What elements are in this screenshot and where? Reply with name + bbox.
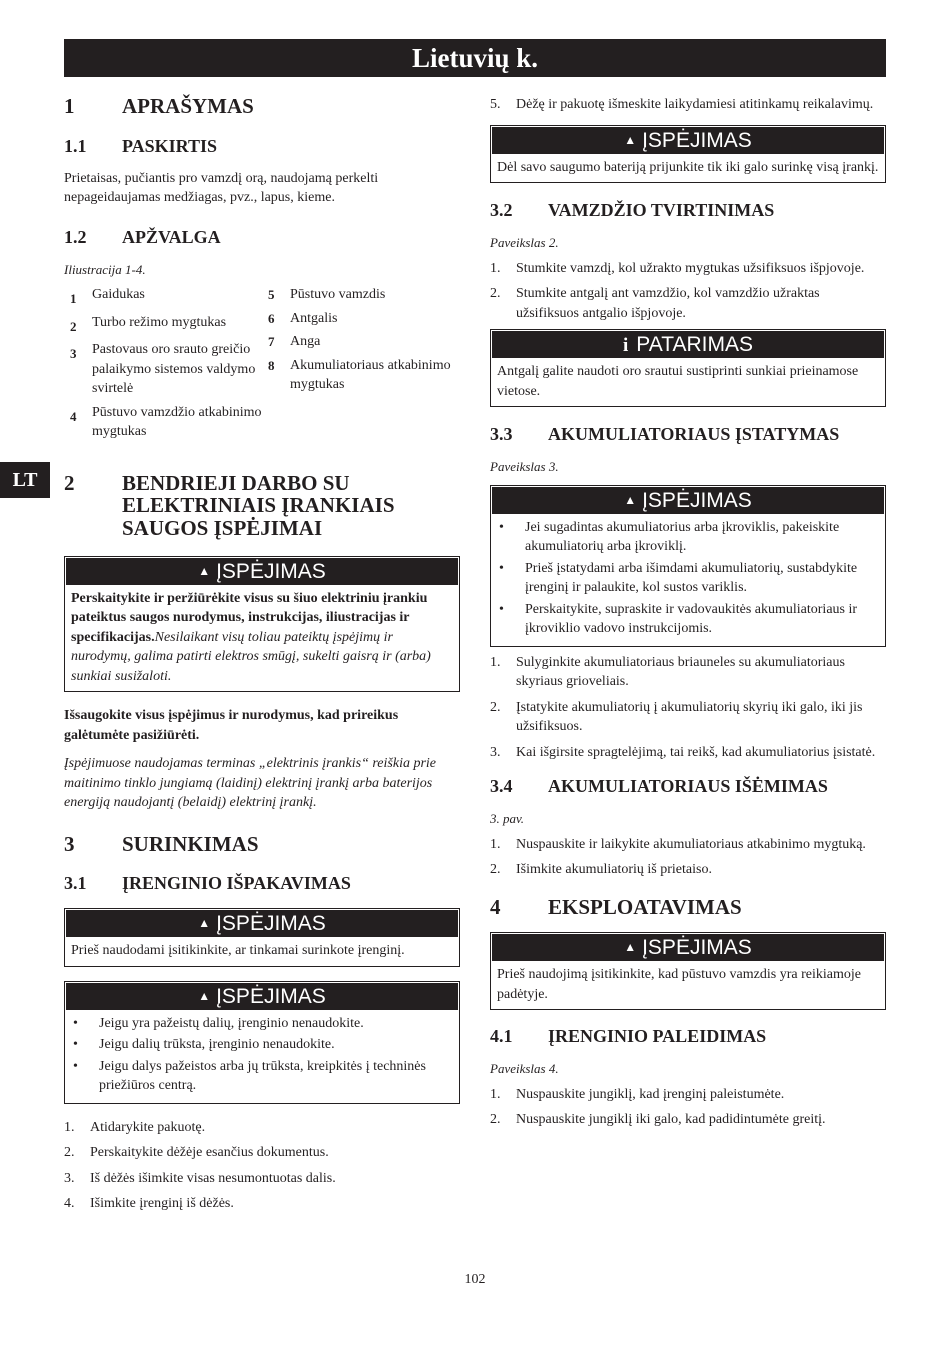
overview-item	[64, 285, 262, 309]
step-text: Nuspauskite jungiklį iki galo, kad padidintumėte greitį.	[516, 1112, 826, 1128]
tube-steps	[490, 259, 886, 324]
subsection-number: 4.1	[490, 1026, 513, 1047]
section-4-heading	[490, 896, 886, 919]
step-item	[490, 698, 886, 737]
warning-title: ĮSPĖJIMAS	[216, 912, 326, 936]
step-number: 1.	[64, 1119, 75, 1135]
bullet: •	[73, 1058, 78, 1074]
page-title: Lietuvių k.	[64, 39, 886, 77]
section-1-heading	[64, 95, 460, 118]
tip-body	[491, 359, 885, 406]
overview-item	[262, 285, 460, 305]
bullet: •	[73, 1015, 78, 1031]
right-column	[490, 90, 886, 1136]
step-item	[64, 1194, 460, 1214]
item-number: 2	[70, 318, 77, 334]
subsection-title: VAMZDŽIO TVIRTINIMAS	[548, 200, 775, 220]
tip-header	[492, 331, 884, 358]
step-number: 2.	[64, 1145, 75, 1161]
item-label: Akumuliatoriaus atkabinimo mygtukas	[290, 357, 451, 393]
section-4-1-heading	[490, 1026, 886, 1047]
step-item	[490, 860, 886, 880]
overview-item	[262, 309, 460, 329]
item-number: 8	[268, 357, 275, 373]
item-text: Jei sugadintas akumuliatorius arba įkroviklis, pakeiskite akumuliatorių arba įkroviklį.	[525, 519, 840, 554]
warning-text: Dėl savo saugumo bateriją prijunkite tik iki galo surinkę visą įrankį.	[497, 159, 879, 175]
battery-install-steps	[490, 653, 886, 763]
section-number: 3	[64, 831, 75, 856]
step-item	[490, 743, 886, 763]
overview-item	[64, 340, 262, 399]
step-number: 2.	[490, 862, 501, 877]
step-item	[490, 95, 886, 115]
step-text: Atidarykite pakuotę.	[90, 1119, 206, 1135]
overview-list	[64, 285, 460, 446]
item-number: 3	[70, 346, 77, 362]
subsection-title: ĮRENGINIO IŠPAKAVIMAS	[122, 873, 351, 894]
step-text: Stumkite vamzdį, kol užrakto mygtukas užsifiksuos išpjovoje.	[516, 260, 865, 276]
step-number: 1.	[490, 1086, 501, 1102]
step-text: Kai išgirsite spragtelėjimą, tai reikš, kad akumuliatorius įsistatė.	[516, 744, 876, 760]
step-item	[490, 653, 886, 692]
tip-box	[490, 329, 886, 407]
warning-header	[492, 934, 884, 961]
warning-list-item	[71, 1014, 453, 1034]
step-number: 1.	[490, 836, 501, 852]
figure-reference: Paveikslas 3.	[490, 459, 559, 474]
bullet: •	[73, 1037, 78, 1053]
warning-box	[490, 125, 886, 184]
warning-triangle-icon: ▲	[198, 563, 211, 578]
step-number: 1.	[490, 260, 501, 276]
subsection-number: 3.2	[490, 200, 513, 220]
overview-column-right	[262, 285, 460, 446]
warning-box	[64, 981, 460, 1104]
section-1-2-heading	[64, 227, 460, 248]
warning-title: ĮSPĖJIMAS	[642, 488, 752, 512]
item-text: Perskaitykite, supraskite ir vadovaukitės akumuliatoriaus ir įkroviklio vadovo instrukcijomis.	[525, 601, 858, 636]
subsection-number: 1.2	[64, 226, 87, 247]
step-number: 4.	[64, 1196, 75, 1212]
step-item	[490, 259, 886, 279]
warning-body	[65, 586, 459, 692]
overview-item	[64, 403, 262, 442]
term-definition-text: Įspėjimuose naudojamas terminas „elektrinis įrankis“ reiškia prie maitinimo tinklo jungiamą (laidinį) elektrinį įrankį arba baterijos energiją naudojantį (belaidį) elektrinį įrankį.	[64, 756, 437, 811]
figure-reference: Paveikslas 4.	[490, 1061, 559, 1077]
bullet: •	[499, 519, 504, 535]
step-text: Sulyginkite akumuliatoriaus briauneles su akumuliatoriaus skyriaus grioveliais.	[516, 654, 845, 689]
step-number: 1.	[490, 654, 501, 670]
step-number: 2.	[490, 286, 501, 301]
warning-text: Prieš naudodami įsitikinkite, ar tinkamai surinkote įrenginį.	[71, 943, 405, 959]
step-number: 3.	[64, 1170, 75, 1186]
language-tab: LT	[0, 462, 50, 498]
item-label: Anga	[290, 334, 321, 350]
subsection-number: 3.4	[490, 776, 513, 796]
warning-list-item	[497, 518, 879, 557]
warning-body	[491, 962, 885, 1009]
section-3-1-heading	[64, 873, 460, 894]
warning-header	[66, 910, 458, 937]
item-number: 4	[70, 408, 77, 424]
section-2-heading	[64, 472, 460, 540]
warning-box	[64, 556, 460, 693]
step-item	[490, 835, 886, 855]
section-3-3-heading	[490, 424, 886, 445]
warning-text: Prieš naudojimą įsitikinkite, kad pūstuvo vamzdis yra reikiamoje padėtyje.	[497, 967, 861, 1002]
overview-item	[64, 313, 262, 337]
warning-box	[490, 932, 886, 1010]
step-text: Įstatykite akumuliatorių į akumuliatorių skyrių iki galo, iki jis užsifiksuos.	[516, 699, 863, 734]
battery-removal-steps	[490, 835, 886, 880]
subsection-title: AKUMULIATORIAUS IŠĖMIMAS	[548, 776, 828, 796]
unpacking-steps-continued	[490, 95, 886, 115]
warning-list-item	[497, 600, 879, 639]
section-1-1-heading	[64, 136, 460, 157]
section-3-4-heading	[490, 776, 886, 797]
section-title: BENDRIEJI DARBO SU ELEKTRINIAIS ĮRANKIAIS SAUGOS ĮSPĖJIMAI	[122, 470, 395, 541]
step-text: Išimkite įrenginį iš dėžės.	[90, 1196, 234, 1212]
step-item	[64, 1169, 460, 1189]
warning-title: ĮSPĖJIMAS	[216, 984, 326, 1008]
item-text: Jeigu yra pažeistų dalių, įrenginio nenaudokite.	[99, 1015, 364, 1031]
subsection-title: APŽVALGA	[122, 226, 221, 247]
item-label: Pūstuvo vamzdis	[290, 287, 386, 303]
subsection-title: PASKIRTIS	[122, 135, 218, 156]
item-text: Prieš įstatydami arba išimdami akumuliatorių, sustabdykite įrenginį ir palaukite, kol sustos variklis.	[525, 560, 858, 595]
item-number: 5	[268, 287, 275, 303]
overview-item	[262, 356, 460, 395]
warning-header	[66, 983, 458, 1010]
step-number: 5.	[490, 97, 501, 112]
warning-list-item	[497, 559, 879, 598]
figure-reference: 3. pav.	[490, 811, 525, 826]
warning-body	[65, 1011, 459, 1103]
warning-header	[492, 127, 884, 154]
item-number: 6	[268, 310, 275, 326]
section-number: 1	[64, 94, 75, 118]
item-label: Pastovaus oro srauto greičio palaikymo sistemos valdymo svirtelė	[92, 342, 256, 397]
item-label: Antgalis	[290, 310, 338, 326]
subsection-title: ĮRENGINIO PALEIDIMAS	[548, 1026, 767, 1047]
section-number: 4	[490, 894, 501, 919]
step-text: Išimkite akumuliatorių iš prietaiso.	[516, 862, 712, 877]
step-number: 2.	[490, 699, 501, 715]
item-label: Turbo režimo mygtukas	[92, 314, 227, 330]
step-text: Nuspauskite jungiklį, kad įrenginį paleistumėte.	[516, 1086, 785, 1102]
step-text: Nuspauskite ir laikykite akumuliatoriaus atkabinimo mygtuką.	[516, 836, 866, 852]
warning-header	[492, 487, 884, 514]
subsection-number: 3.3	[490, 424, 513, 444]
startup-steps	[490, 1085, 886, 1130]
warning-triangle-icon: ▲	[624, 492, 637, 507]
warning-triangle-icon: ▲	[624, 132, 637, 147]
warning-body	[491, 515, 885, 646]
figure-reference: Paveikslas 2.	[490, 235, 559, 250]
tip-title: PATARIMAS	[636, 333, 753, 356]
illustration-reference: Iliustracija 1-4.	[64, 261, 146, 277]
step-text: Perskaitykite dėžėje esančius dokumentus.	[90, 1145, 329, 1161]
section-title: EKSPLOATAVIMAS	[548, 894, 742, 919]
step-text: Iš dėžės išimkite visas nesumontuotas dalis.	[90, 1170, 336, 1186]
warning-body	[65, 938, 459, 966]
section-title: APRAŠYMAS	[122, 94, 254, 118]
tip-text: Antgalį galite naudoti oro srautui sustiprinti sunkiai prieinamose vietose.	[497, 364, 859, 399]
item-label: Pūstuvo vamzdžio atkabinimo mygtukas	[92, 404, 262, 440]
keep-instructions-text: Išsaugokite visus įspėjimus ir nurodymus, kad prireikus galėtumėte pasižiūrėti.	[64, 708, 399, 743]
section-3-heading	[64, 833, 460, 856]
warning-triangle-icon: ▲	[624, 940, 637, 955]
subsection-number: 1.1	[64, 135, 87, 156]
subsection-number: 3.1	[64, 873, 87, 894]
item-number: 1	[70, 291, 77, 307]
purpose-text: Prietaisas, pučiantis pro vamzdį orą, naudojamą perkelti nepageidaujamas medžiagas, pvz., lapus, kieme.	[64, 170, 379, 206]
warning-triangle-icon: ▲	[198, 916, 211, 931]
item-text: Jeigu dalių trūksta, įrenginio nenaudokite.	[99, 1037, 335, 1053]
warning-list-item	[71, 1035, 453, 1055]
step-item	[64, 1118, 460, 1138]
overview-item	[262, 332, 460, 352]
step-item	[490, 284, 886, 323]
step-text: Stumkite antgalį ant vamzdžio, kol vamzdžio užraktas užsifiksuos antgalio išpjovoje.	[516, 286, 820, 321]
step-number: 3.	[490, 744, 501, 760]
section-3-2-heading	[490, 200, 886, 221]
warning-title: ĮSPĖJIMAS	[642, 128, 752, 152]
warning-title: ĮSPĖJIMAS	[642, 936, 752, 960]
warning-triangle-icon: ▲	[198, 988, 211, 1003]
step-item	[490, 1110, 886, 1130]
warning-title: ĮSPĖJIMAS	[216, 559, 326, 583]
unpacking-steps	[64, 1118, 460, 1214]
warning-box	[64, 908, 460, 967]
warning-box	[490, 485, 886, 647]
item-number: 7	[268, 334, 275, 350]
item-text: Jeigu dalys pažeistos arba jų trūksta, kreipkitės į techninės priežiūros centrą.	[99, 1058, 426, 1094]
step-number: 2.	[490, 1112, 501, 1128]
item-label: Gaidukas	[92, 287, 145, 303]
warning-bold-text: Perskaitykite ir peržiūrėkite visus su šiuo elektriniu įrankiu pateiktus saugos nurodymus, instrukcijas, iliustracijas ir specifikacijas.	[71, 590, 428, 645]
bullet: •	[499, 560, 504, 576]
bullet: •	[499, 601, 504, 617]
section-title: SURINKIMAS	[122, 831, 259, 856]
section-number: 2	[64, 470, 75, 495]
warning-header	[66, 558, 458, 585]
page-number: 102	[464, 1272, 486, 1287]
subsection-title: AKUMULIATORIAUS ĮSTATYMAS	[548, 424, 840, 444]
left-column	[64, 90, 460, 1220]
warning-italic-text: Nesilaikant visų toliau pateiktų įspėjimų ir nurodymų, galima patirti elektros smūgį, sukelti gaisrą ir (arba) sunkiai susižaloti.	[71, 629, 431, 684]
step-item	[490, 1085, 886, 1105]
step-item	[64, 1143, 460, 1163]
warning-body	[491, 155, 885, 183]
info-icon: i	[623, 335, 629, 356]
warning-list-item	[71, 1057, 453, 1096]
step-text: Dėžę ir pakuotę išmeskite laikydamiesi atitinkamų reikalavimų.	[516, 97, 874, 112]
overview-column-left	[64, 285, 262, 446]
